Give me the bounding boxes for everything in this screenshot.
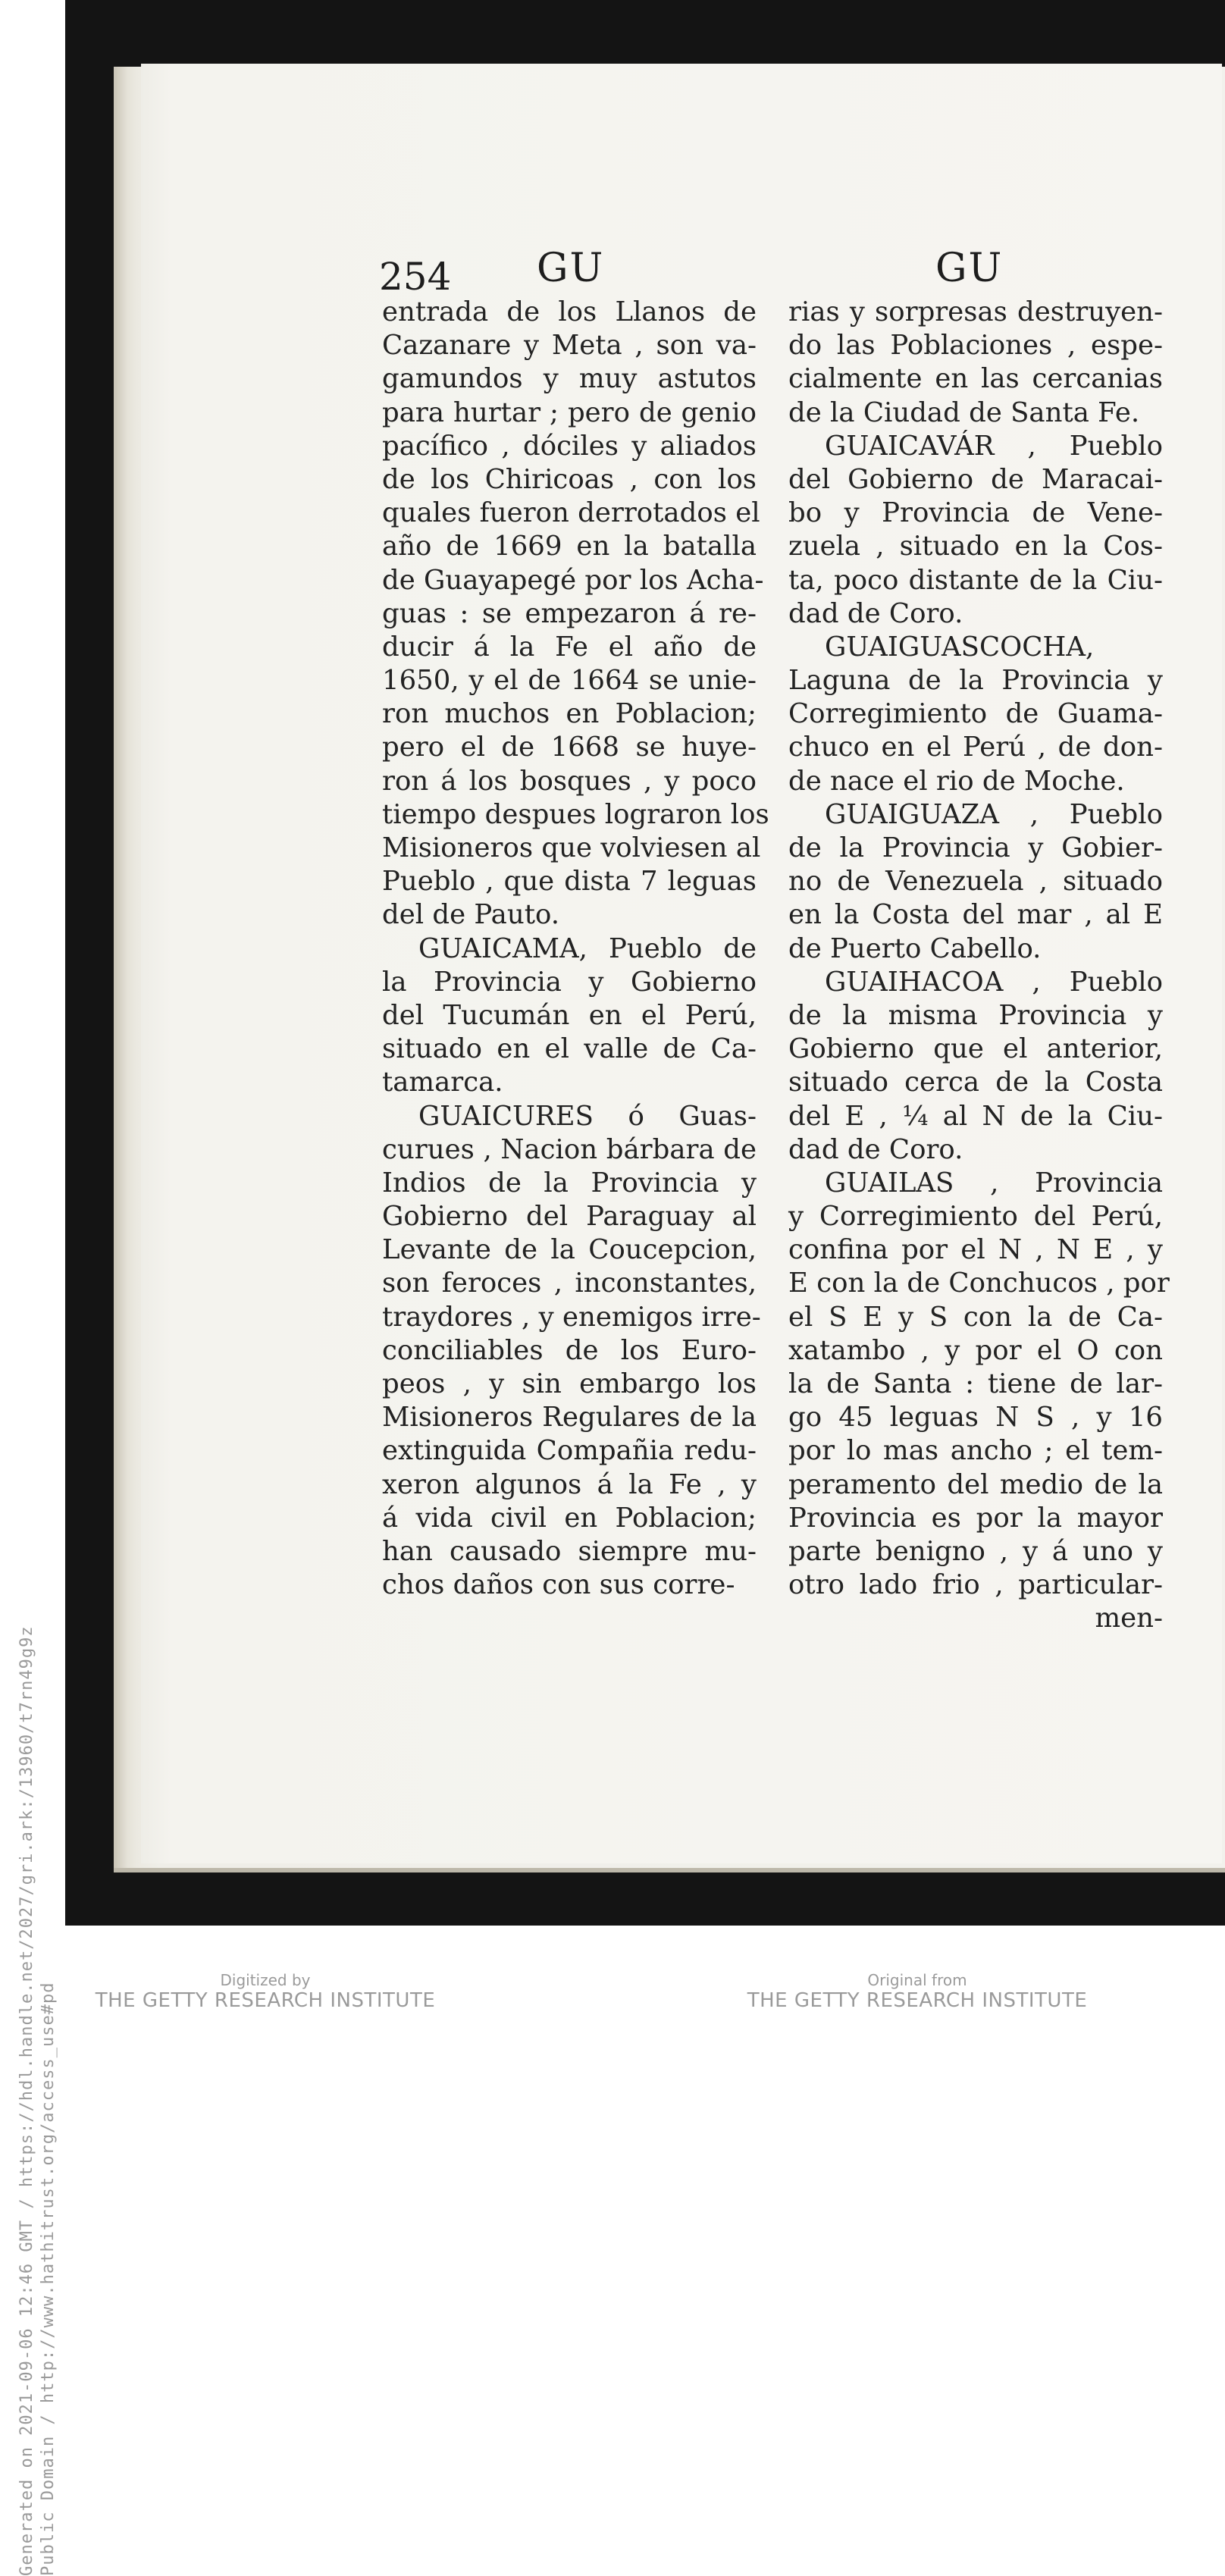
text-line: en la Costa del mar , al E [788,899,1163,931]
watermark-text [17,772,59,2576]
text-line: año de 1669 en la batalla [382,531,757,563]
text-line: ta, poco distante de la Ciu- [788,564,1163,596]
text-line: chos daños con sus corre- [382,1569,735,1601]
text-line: quales fueron derrotados el [382,497,760,529]
text-line: pacífico , dóciles y aliados [382,430,757,462]
text-line: conciliables de los Euro- [382,1334,757,1366]
text-line: de los Chiricoas , con los [382,463,757,495]
text-line: por lo mas ancho ; el tem- [788,1435,1163,1467]
text-line: Misioneros que volviesen al [382,832,761,863]
text-line: pero el de 1668 se huye- [382,732,757,763]
text-line: ron muchos en Poblacion; [382,698,757,730]
text-line: guas : se empezaron á re- [382,597,757,629]
text-line: otro lado frio , particular- [788,1569,1163,1601]
text-line: GUAIHACOA , Pueblo [825,966,1163,998]
text-line: de Puerto Cabello. [788,932,1042,964]
text-line: de la Provincia y Gobier- [788,832,1163,863]
text-line: del Tucumán en el Perú, [382,999,757,1031]
text-line: traydores , y enemigos irre- [382,1301,761,1333]
text-line: entrada de los Llanos de [382,296,757,327]
text-line: gamundos y muy astutos [382,363,757,395]
text-line: bo y Provincia de Vene- [788,497,1163,529]
text-line: el S E y S con la de Ca- [788,1301,1163,1333]
text-line: parte benigno , y á uno y [788,1535,1163,1567]
text-line: GUAICAVÁR , Pueblo [825,430,1163,462]
text-line: ron á los bosques , y poco [382,765,757,797]
text-line: Levante de la Coucepcion, [382,1234,757,1266]
text-line: Cazanare y Meta , son va- [382,330,757,362]
running-head-left: GU [537,246,605,291]
hathitrust-watermark [0,0,61,2576]
text-line: Laguna de la Provincia y [788,665,1163,697]
text-line: GUAIGUASCOCHA, [825,631,1095,663]
running-head-right: GU [935,246,1004,291]
digitized-by-institution: THE GETTY RESEARCH INSTITUTE [95,1989,436,2012]
text-line: situado en el valle de Ca- [382,1033,757,1065]
text-line: del Gobierno de Maracai- [788,463,1163,495]
text-line: xeron algunos á la Fe , y [382,1468,757,1500]
original-from-block [720,1971,1114,2012]
text-line: de Guayapegé por los Acha- [382,564,764,596]
text-line: 1650, y el de 1664 se unie- [382,665,757,697]
text-line: Gobierno del Paraguay al [382,1201,757,1233]
text-line: del E , ¼ al N de la Ciu- [788,1100,1163,1132]
text-line: la de Santa : tiene de lar- [788,1368,1163,1399]
digitized-by-label: Digitized by [220,1971,311,1989]
text-line: zuela , situado en la Cos- [788,531,1163,563]
page-header [379,246,1167,299]
text-line: son feroces , inconstantes, [382,1268,757,1299]
text-line: peos , y sin embargo los [382,1368,757,1399]
original-from-label: Original from [867,1971,967,1989]
left-text-column [382,296,769,1602]
text-line: tamarca. [382,1067,503,1098]
text-line: dad de Coro. [788,1133,963,1165]
text-line: de la Ciudad de Santa Fe. [788,396,1140,428]
text-line: rias y sorpresas destruyen- [788,296,1163,327]
text-line: Provincia es por la mayor [788,1502,1163,1534]
text-line: situado cerca de la Costa [788,1067,1163,1098]
text-line: xatambo , y por el O con [788,1334,1163,1366]
right-text-column [788,296,1170,1636]
text-line: peramento del medio de la [788,1468,1163,1500]
text-line: extinguida Compañia redu- [382,1435,757,1467]
text-line: de la misma Provincia y [788,999,1163,1031]
page-number: 254 [379,255,452,299]
text-line: Gobierno que el anterior, [788,1033,1163,1065]
text-line: no de Venezuela , situado [788,866,1163,898]
text-line: do las Poblaciones , espe- [788,330,1163,362]
text-line: go 45 leguas N S , y 16 [788,1402,1163,1434]
text-line: ducir á la Fe el año de [382,631,757,663]
text-line: Corregimiento de Guama- [788,698,1163,730]
text-line: dad de Coro. [788,597,963,629]
text-line: Misioneros Regulares de la [382,1402,757,1434]
watermark-line-1: Generated on 2021-09-06 12:46 GMT / https://hdl.handle.net/2027/gri.ark:/13960/t7rn49g9z [17,1625,36,2576]
watermark-line-2: Public Domain / http://www.hathitrust.org/access_use#pd [39,1982,58,2576]
text-line: para hurtar ; pero de genio [382,396,757,428]
text-line: chuco en el Perú , de don- [788,732,1163,763]
text-line: E con la de Conchucos , por [788,1268,1170,1299]
text-line: GUAICAMA, Pueblo de [418,932,757,964]
text-line: han causado siempre mu- [382,1535,757,1567]
text-line: del de Pauto. [382,899,560,931]
text-line: Pueblo , que dista 7 leguas [382,866,757,898]
text-line: men- [1095,1603,1163,1634]
digitized-by-block [68,1971,462,2012]
digitization-footer [0,1971,1225,2025]
text-line: GUAILAS , Provincia [825,1167,1163,1199]
text-line: confina por el N , N E , y [788,1234,1163,1266]
text-line: cialmente en las cercanias [788,363,1163,395]
text-line: de nace el rio de Moche. [788,765,1125,797]
text-line: GUAIGUAZA , Pueblo [825,798,1163,830]
original-from-institution: THE GETTY RESEARCH INSTITUTE [747,1989,1088,2012]
text-line: GUAICURES ó Guas- [418,1100,757,1132]
text-line: la Provincia y Gobierno [382,966,757,998]
text-line: á vida civil en Poblacion; [382,1502,757,1534]
text-line: tiempo despues lograron los [382,798,769,830]
text-line: Indios de la Provincia y [382,1167,757,1199]
text-line: y Corregimiento del Perú, [788,1201,1163,1233]
text-line: curues , Nacion bárbara de [382,1133,757,1165]
